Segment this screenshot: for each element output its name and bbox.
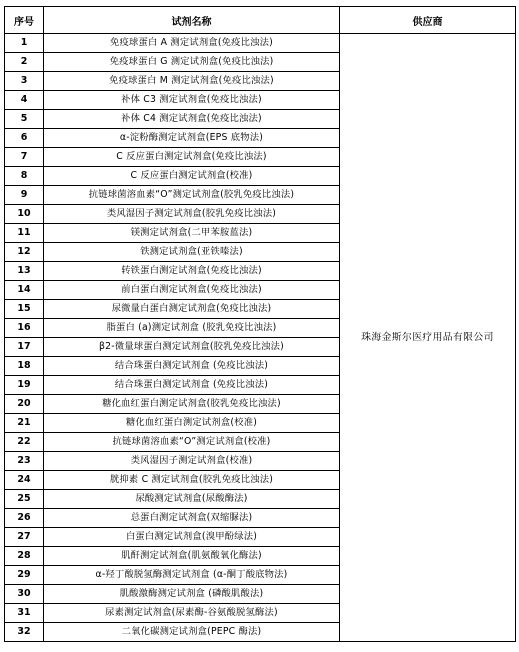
header-reagent-name: 试剂名称 bbox=[44, 7, 340, 34]
row-serial-number: 27 bbox=[5, 528, 44, 547]
row-serial-number: 13 bbox=[5, 262, 44, 281]
row-reagent-name: 免疫球蛋白 M 测定试剂盒(免疫比浊法) bbox=[44, 72, 340, 91]
row-reagent-name: 结合珠蛋白测定试剂盒 (免疫比浊法) bbox=[44, 357, 340, 376]
row-reagent-name: α-羟丁酸脱氢酶测定试剂盒 (α-酮丁酸底物法) bbox=[44, 566, 340, 585]
row-serial-number: 22 bbox=[5, 433, 44, 452]
row-serial-number: 19 bbox=[5, 376, 44, 395]
row-reagent-name: 尿素测定试剂盒(尿素酶-谷氨酸脱氢酶法) bbox=[44, 604, 340, 623]
row-reagent-name: 肌酐测定试剂盒(肌氨酸氧化酶法) bbox=[44, 547, 340, 566]
row-serial-number: 16 bbox=[5, 319, 44, 338]
row-reagent-name: 肌酸激酶测定试剂盒 (磷酸肌酸法) bbox=[44, 585, 340, 604]
row-serial-number: 23 bbox=[5, 452, 44, 471]
row-reagent-name: 类风湿因子测定试剂盒(校准) bbox=[44, 452, 340, 471]
row-reagent-name: 尿酸测定试剂盒(尿酸酶法) bbox=[44, 490, 340, 509]
table-header-row bbox=[5, 7, 516, 34]
row-reagent-name: 铁测定试剂盒(亚铁嗪法) bbox=[44, 243, 340, 262]
row-reagent-name: 白蛋白测定试剂盒(溴甲酚绿法) bbox=[44, 528, 340, 547]
row-serial-number: 2 bbox=[5, 53, 44, 72]
header-supplier: 供应商 bbox=[340, 7, 516, 34]
row-serial-number: 6 bbox=[5, 129, 44, 148]
row-reagent-name: 脂蛋白 (a)测定试剂盒 (胶乳免疫比浊法) bbox=[44, 319, 340, 338]
header-serial-number: 序号 bbox=[5, 7, 44, 34]
row-serial-number: 1 bbox=[5, 34, 44, 53]
row-serial-number: 9 bbox=[5, 186, 44, 205]
row-serial-number: 14 bbox=[5, 281, 44, 300]
row-serial-number: 5 bbox=[5, 110, 44, 129]
row-reagent-name: 尿微量白蛋白测定试剂盒(免疫比浊法) bbox=[44, 300, 340, 319]
row-serial-number: 30 bbox=[5, 585, 44, 604]
row-serial-number: 29 bbox=[5, 566, 44, 585]
table-row bbox=[5, 34, 516, 53]
row-serial-number: 25 bbox=[5, 490, 44, 509]
row-reagent-name: 镁测定试剂盒(二甲苯胺蓝法) bbox=[44, 224, 340, 243]
row-reagent-name: 前白蛋白测定试剂盒(免疫比浊法) bbox=[44, 281, 340, 300]
row-reagent-name: 类风湿因子测定试剂盒(胶乳免疫比浊法) bbox=[44, 205, 340, 224]
row-reagent-name: 免疫球蛋白 A 测定试剂盒(免疫比浊法) bbox=[44, 34, 340, 53]
row-reagent-name: β2-微量球蛋白测定试剂盒(胶乳免疫比浊法) bbox=[44, 338, 340, 357]
row-reagent-name: 补体 C3 测定试剂盒(免疫比浊法) bbox=[44, 91, 340, 110]
row-reagent-name: 抗链球菌溶血素“O”测定试剂盒(校准) bbox=[44, 433, 340, 452]
row-serial-number: 4 bbox=[5, 91, 44, 110]
row-reagent-name: 补体 C4 测定试剂盒(免疫比浊法) bbox=[44, 110, 340, 129]
row-reagent-name: 糖化血红蛋白测定试剂盒(胶乳免疫比浊法) bbox=[44, 395, 340, 414]
row-serial-number: 21 bbox=[5, 414, 44, 433]
row-reagent-name: 抗链球菌溶血素“O”测定试剂盒(胶乳免疫比浊法) bbox=[44, 186, 340, 205]
row-serial-number: 11 bbox=[5, 224, 44, 243]
row-serial-number: 15 bbox=[5, 300, 44, 319]
row-serial-number: 31 bbox=[5, 604, 44, 623]
row-reagent-name: C 反应蛋白测定试剂盒(免疫比浊法) bbox=[44, 148, 340, 167]
row-serial-number: 3 bbox=[5, 72, 44, 91]
row-serial-number: 28 bbox=[5, 547, 44, 566]
table-body bbox=[5, 34, 516, 642]
row-reagent-name: 糖化血红蛋白测定试剂盒(校准) bbox=[44, 414, 340, 433]
row-serial-number: 17 bbox=[5, 338, 44, 357]
row-serial-number: 7 bbox=[5, 148, 44, 167]
row-serial-number: 20 bbox=[5, 395, 44, 414]
supplier-cell: 珠海金斯尔医疗用品有限公司 bbox=[340, 34, 516, 642]
reagent-table bbox=[4, 6, 516, 642]
row-reagent-name: 胱抑素 C 测定试剂盒(胶乳免疫比浊法) bbox=[44, 471, 340, 490]
row-reagent-name: 结合珠蛋白测定试剂盒 (免疫比浊法) bbox=[44, 376, 340, 395]
row-serial-number: 10 bbox=[5, 205, 44, 224]
row-reagent-name: 总蛋白测定试剂盒(双缩脲法) bbox=[44, 509, 340, 528]
row-serial-number: 18 bbox=[5, 357, 44, 376]
row-reagent-name: C 反应蛋白测定试剂盒(校准) bbox=[44, 167, 340, 186]
row-serial-number: 12 bbox=[5, 243, 44, 262]
row-serial-number: 8 bbox=[5, 167, 44, 186]
row-reagent-name: 转铁蛋白测定试剂盒(免疫比浊法) bbox=[44, 262, 340, 281]
row-reagent-name: 免疫球蛋白 G 测定试剂盒(免疫比浊法) bbox=[44, 53, 340, 72]
row-serial-number: 24 bbox=[5, 471, 44, 490]
row-reagent-name: 二氧化碳测定试剂盒(PEPC 酶法) bbox=[44, 623, 340, 642]
reagent-table-container bbox=[4, 6, 516, 642]
row-serial-number: 32 bbox=[5, 623, 44, 642]
row-reagent-name: α-淀粉酶测定试剂盒(EPS 底物法) bbox=[44, 129, 340, 148]
row-serial-number: 26 bbox=[5, 509, 44, 528]
